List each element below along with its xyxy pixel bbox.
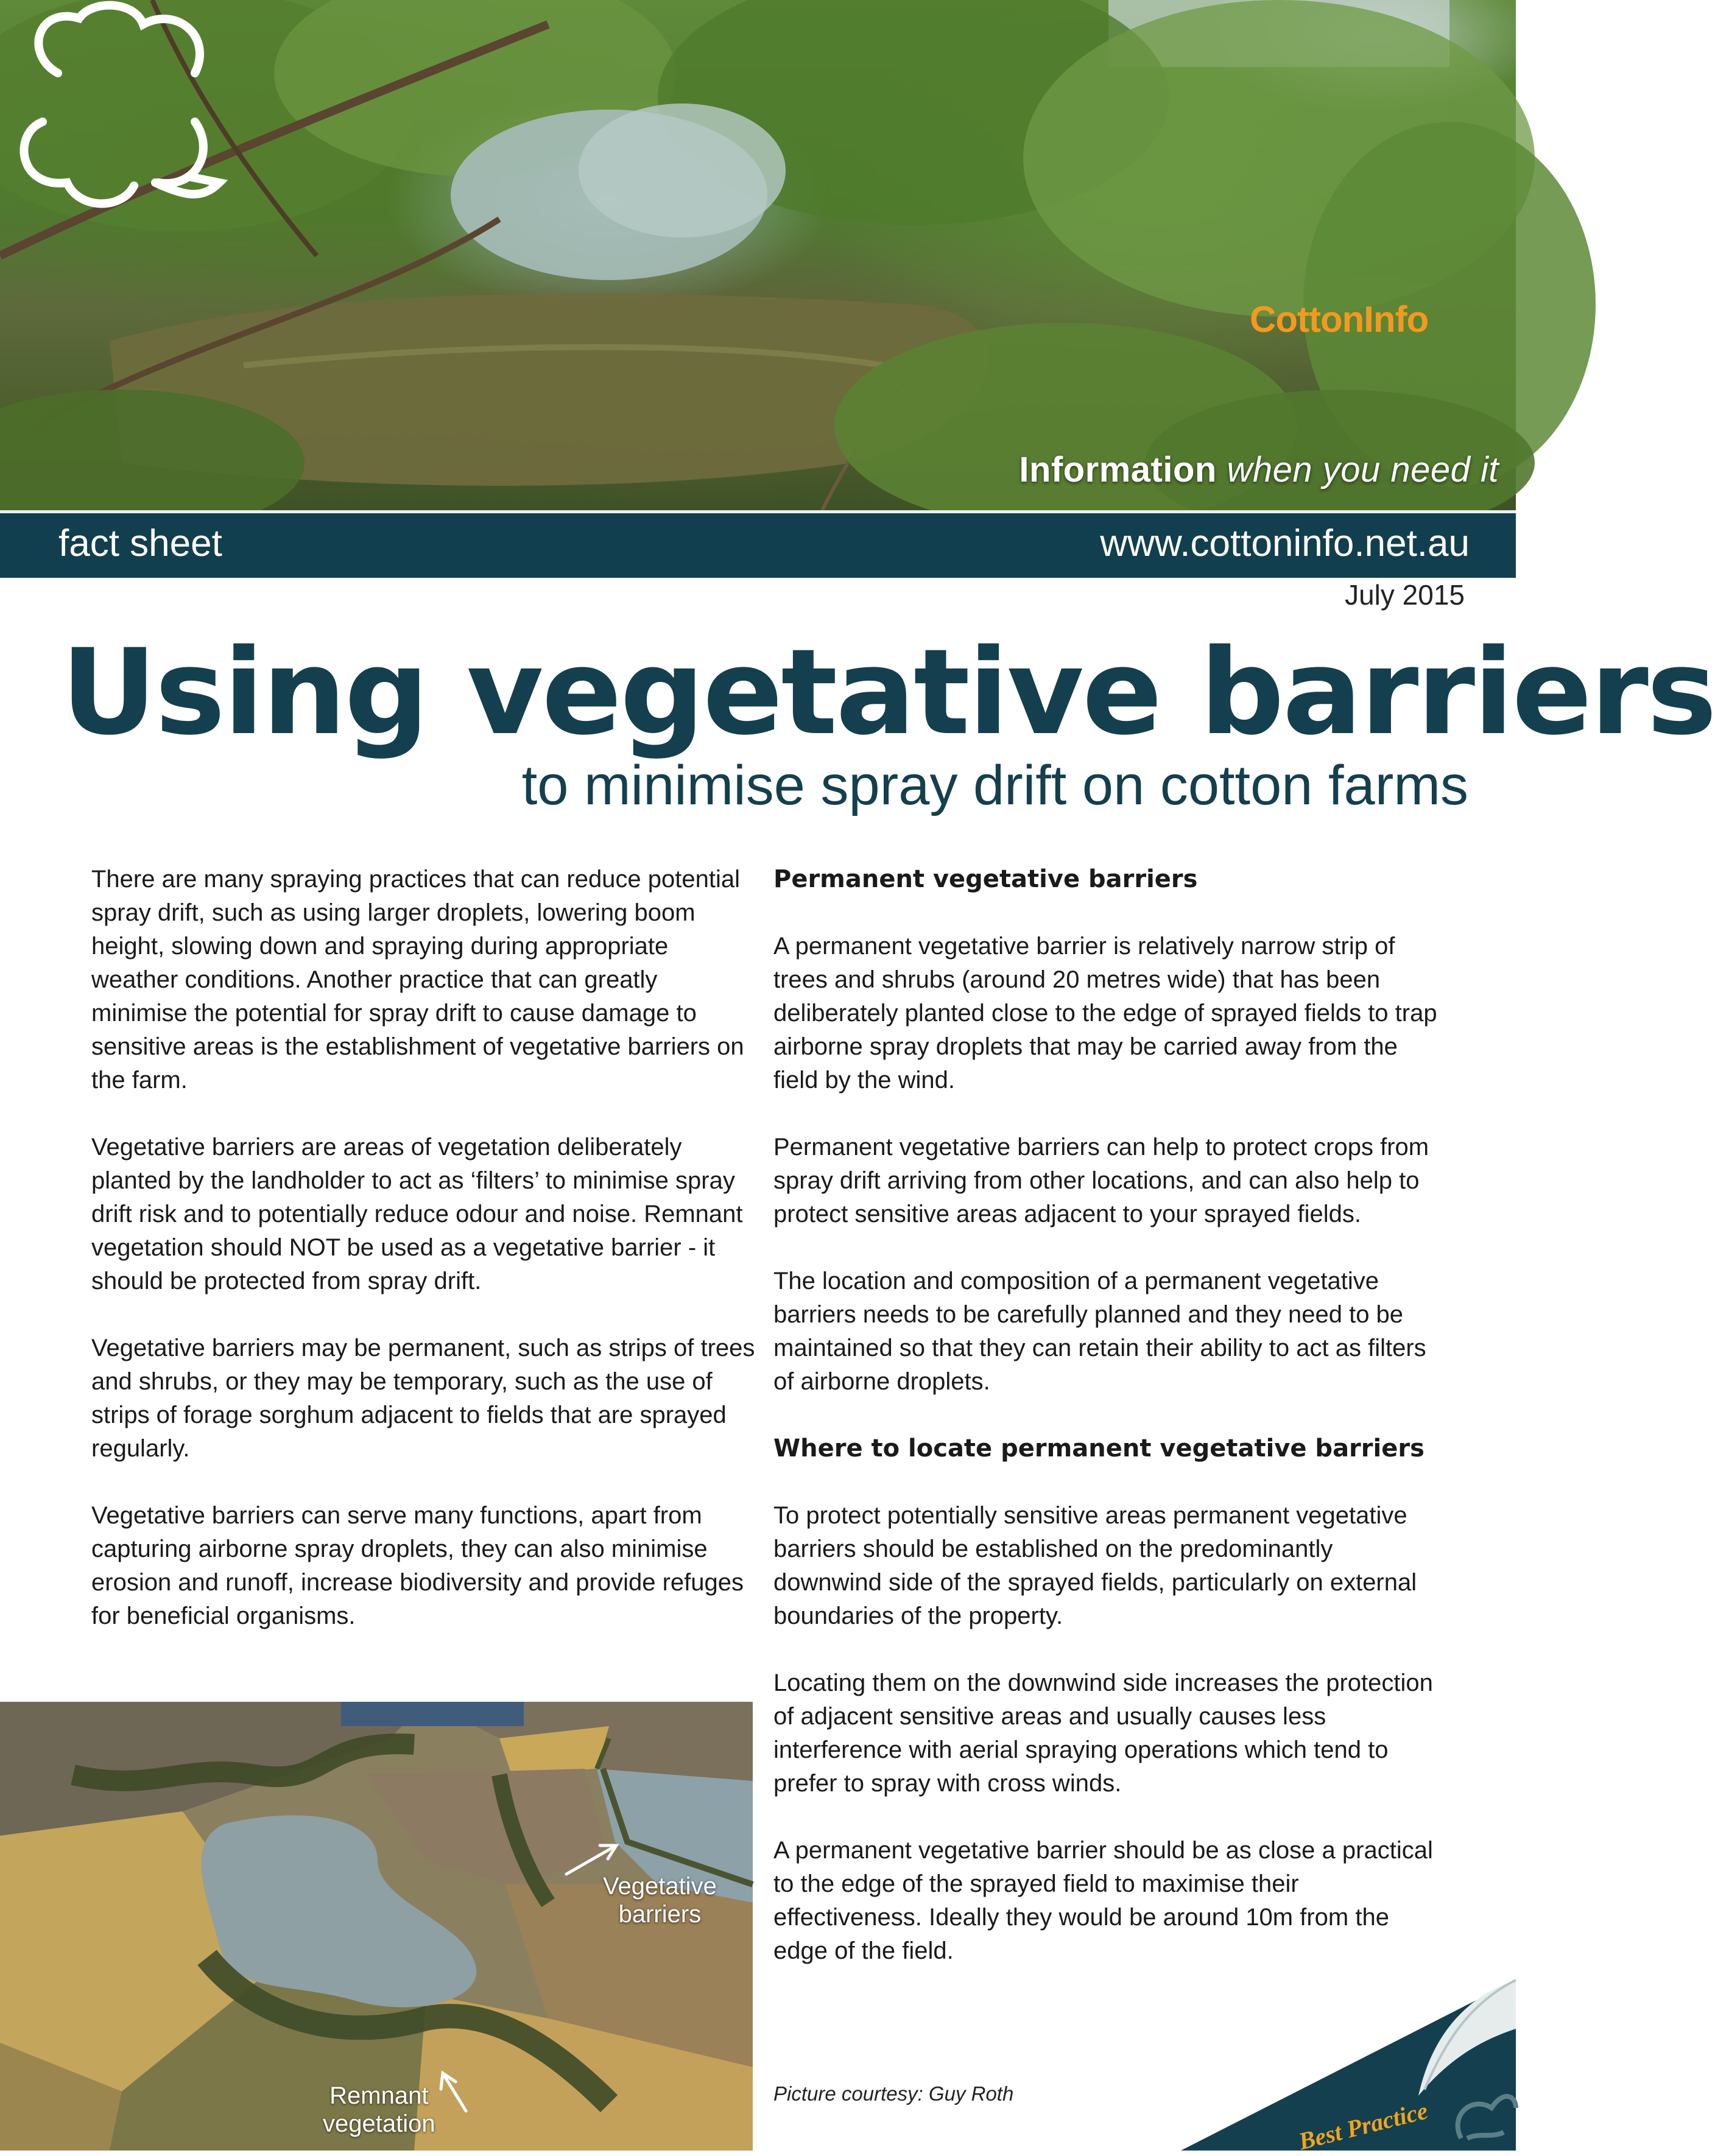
tagline-italic: when you need it	[1227, 450, 1499, 490]
left-column	[91, 863, 755, 1666]
paragraph: To protect potentially sensitive areas permanent vegetative barriers should be established on the predominantly downwind side of the sprayed fields, particularly on external boundaries of the property.	[773, 1502, 1417, 1629]
header-banner	[0, 510, 1516, 578]
label-line: Remnant	[329, 2082, 429, 2109]
page-subtitle: to minimise spray drift on cotton farms	[521, 754, 1468, 816]
logo-text: CottonInfo	[1250, 299, 1429, 340]
photo-credit: Picture courtesy: Guy Roth	[773, 2082, 1014, 2105]
tagline-bold: Information	[1019, 450, 1217, 490]
paragraph: The location and composition of a permanent vegetative barriers needs to be carefully planned and they need to be maintained so that they can retain their ability to act as filters of airborne droplets.	[773, 1268, 1426, 1395]
cottoninfo-logo-icon	[0, 0, 231, 219]
aerial-photo	[0, 1702, 753, 2151]
paragraph: Locating them on the downwind side increases the protection of adjacent sensitive areas and usually causes less interference with aerial spraying operations which tend to prefer to spray with cross winds.	[773, 1670, 1433, 1797]
page-title: Using vegetative barriers	[61, 623, 1715, 761]
doc-type-label: fact sheet	[58, 522, 222, 564]
hero-photo	[0, 0, 1516, 510]
paragraph: There are many spraying practices that can reduce potential spray drift, such as using larger droplets, lowering boom height, slowing down and spraying during appropriate weather conditions. Another practice that can greatly minimise the potential for spray drift to cause damage to sensitive areas is the establishment of vegetative barriers on the farm.	[91, 866, 744, 1094]
label-line: Vegetative	[603, 1873, 717, 1900]
paragraph: A permanent vegetative barrier should be as close a practical to the edge of the sprayed field to maximise their effectiveness. Ideally they would be around 10m from the edge of the field.	[773, 1837, 1433, 1964]
publish-date: July 2015	[1345, 579, 1465, 611]
best-practice-badge: Best Practice	[1295, 2096, 1431, 2155]
label-remnant-vegetation	[323, 2082, 435, 2138]
label-vegetative-barriers	[603, 1872, 717, 1928]
paragraph: Permanent vegetative barriers can help to protect crops from spray drift arriving from other locations, and can also help to protect sensitive areas adjacent to your sprayed fields.	[773, 1134, 1429, 1227]
section-heading: Where to locate permanent vegetative barriers	[773, 1434, 1424, 1462]
right-column	[773, 863, 1437, 2001]
label-line: barriers	[618, 1901, 702, 1928]
section-heading: Permanent vegetative barriers	[773, 865, 1198, 893]
tagline	[1019, 449, 1499, 490]
label-line: vegetation	[323, 2110, 435, 2137]
paragraph: A permanent vegetative barrier is relatively narrow strip of trees and shrubs (around 20 metres wide) that has been deliberately planted close to the edge of sprayed fields to trap airborne spray droplets that may be carried away from the field by the wind.	[773, 933, 1437, 1094]
website-link[interactable]: www.cottoninfo.net.au	[1100, 522, 1470, 564]
paragraph: Vegetative barriers may be permanent, such as strips of trees and shrubs, or they may be temporary, such as the use of strips of forage sorghum adjacent to fields that are sprayed regularly.	[91, 1335, 755, 1462]
paragraph: Vegetative barriers are areas of vegetation deliberately planted by the landholder to act as ‘filters’ to minimise spray drift risk and to potentially reduce odour and noise. Remnant vegetation should NOT be used as a vegetative barrier - it should be protected from spray drift.	[91, 1134, 743, 1294]
paragraph: Vegetative barriers can serve many functions, apart from capturing airborne spray droplets, they can also minimise erosion and runoff, increase biodiversity and provide refuges for beneficial organisms.	[91, 1502, 744, 1629]
